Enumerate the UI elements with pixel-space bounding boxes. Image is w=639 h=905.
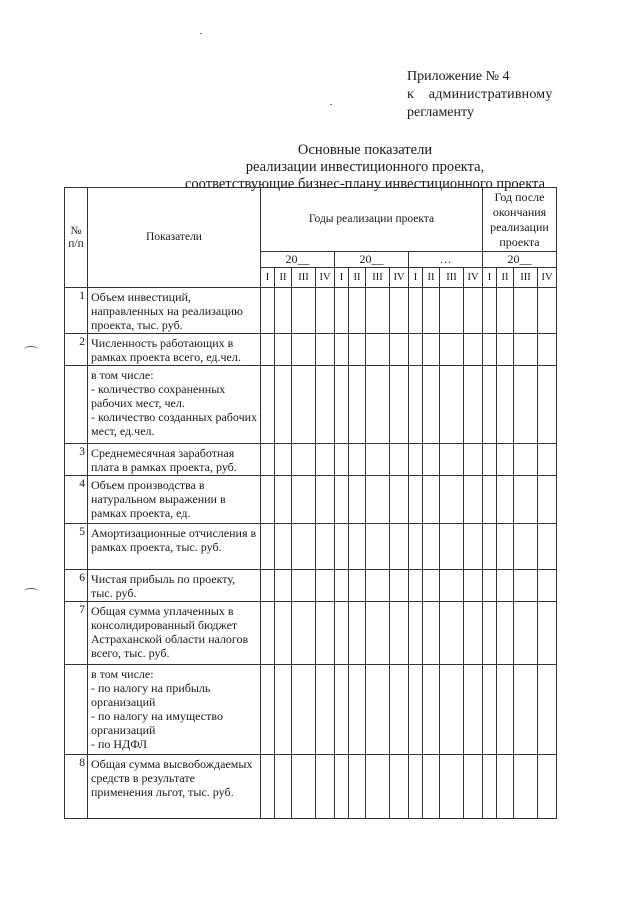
value-cell bbox=[261, 570, 275, 602]
value-cell bbox=[390, 665, 409, 755]
row-number bbox=[65, 665, 88, 755]
value-cell bbox=[335, 288, 349, 334]
appendix-line-3: регламенту bbox=[407, 105, 474, 120]
value-cell bbox=[390, 288, 409, 334]
appendix-line-2: к административному bbox=[407, 87, 553, 102]
value-cell bbox=[440, 755, 464, 819]
row-number: 1 bbox=[65, 288, 88, 334]
value-cell bbox=[261, 288, 275, 334]
row-indicator: Амортизационные отчисления в рамках проекта, тыс. руб. bbox=[88, 524, 261, 570]
value-cell bbox=[335, 602, 349, 665]
quarter-label: IV bbox=[464, 268, 483, 288]
value-cell bbox=[316, 755, 335, 819]
value-cell bbox=[514, 366, 538, 444]
value-cell bbox=[316, 602, 335, 665]
value-cell bbox=[497, 602, 514, 665]
appendix-line-1: Приложение № 4 bbox=[407, 69, 510, 84]
value-cell bbox=[440, 602, 464, 665]
value-cell bbox=[335, 570, 349, 602]
value-cell bbox=[514, 665, 538, 755]
quarter-label: I bbox=[409, 268, 423, 288]
value-cell bbox=[261, 665, 275, 755]
value-cell bbox=[423, 288, 440, 334]
value-cell bbox=[483, 444, 497, 476]
value-cell bbox=[390, 524, 409, 570]
value-cell bbox=[366, 602, 390, 665]
punch-mark-bottom bbox=[24, 588, 38, 595]
value-cell bbox=[275, 444, 292, 476]
value-cell bbox=[390, 334, 409, 366]
value-cell bbox=[275, 755, 292, 819]
value-cell bbox=[497, 755, 514, 819]
table-row bbox=[65, 524, 557, 570]
value-cell bbox=[335, 366, 349, 444]
value-cell bbox=[390, 476, 409, 524]
value-cell bbox=[538, 570, 557, 602]
row-number bbox=[65, 366, 88, 444]
header-num: № п/п bbox=[65, 188, 88, 288]
value-cell bbox=[261, 444, 275, 476]
table-row bbox=[65, 476, 557, 524]
value-cell bbox=[538, 288, 557, 334]
row-indicator: Общая сумма высвобождаемых средств в результате применения льгот, тыс. руб. bbox=[88, 755, 261, 819]
value-cell bbox=[335, 665, 349, 755]
value-cell bbox=[514, 570, 538, 602]
value-cell bbox=[261, 602, 275, 665]
row-indicator: Объем производства в натуральном выражении в рамках проекта, ед. bbox=[88, 476, 261, 524]
row-number: 7 bbox=[65, 602, 88, 665]
value-cell bbox=[538, 665, 557, 755]
value-cell bbox=[349, 476, 366, 524]
value-cell bbox=[349, 755, 366, 819]
quarter-label: II bbox=[423, 268, 440, 288]
value-cell bbox=[409, 334, 423, 366]
value-cell bbox=[464, 476, 483, 524]
indicators-table bbox=[64, 187, 557, 819]
value-cell bbox=[366, 755, 390, 819]
value-cell bbox=[292, 665, 316, 755]
value-cell bbox=[316, 366, 335, 444]
value-cell bbox=[423, 570, 440, 602]
value-cell bbox=[366, 444, 390, 476]
value-cell bbox=[538, 524, 557, 570]
value-cell bbox=[349, 570, 366, 602]
quarter-label: III bbox=[292, 268, 316, 288]
year-group: 20__ bbox=[483, 252, 557, 268]
value-cell bbox=[292, 755, 316, 819]
value-cell bbox=[390, 570, 409, 602]
value-cell bbox=[316, 570, 335, 602]
value-cell bbox=[483, 334, 497, 366]
quarter-label: III bbox=[514, 268, 538, 288]
value-cell bbox=[316, 288, 335, 334]
value-cell bbox=[538, 334, 557, 366]
scan-speck bbox=[330, 104, 332, 105]
value-cell bbox=[292, 570, 316, 602]
value-cell bbox=[335, 755, 349, 819]
value-cell bbox=[366, 570, 390, 602]
value-cell bbox=[409, 755, 423, 819]
table-row bbox=[65, 334, 557, 366]
value-cell bbox=[514, 288, 538, 334]
value-cell bbox=[514, 755, 538, 819]
value-cell bbox=[440, 524, 464, 570]
row-indicator: в том числе: - количество сохраненных рабочих мест, чел. - количество созданных рабочих мест, ед.чел. bbox=[88, 366, 261, 444]
value-cell bbox=[261, 334, 275, 366]
value-cell bbox=[292, 524, 316, 570]
value-cell bbox=[423, 476, 440, 524]
row-number: 2 bbox=[65, 334, 88, 366]
header-row bbox=[65, 188, 557, 252]
row-indicator: Общая сумма уплаченных в консолидированный бюджет Астраханской области налогов всего, тыс. руб. bbox=[88, 602, 261, 665]
value-cell bbox=[275, 570, 292, 602]
value-cell bbox=[292, 366, 316, 444]
quarter-label: IV bbox=[390, 268, 409, 288]
value-cell bbox=[483, 755, 497, 819]
table-row bbox=[65, 366, 557, 444]
value-cell bbox=[409, 476, 423, 524]
row-number: 3 bbox=[65, 444, 88, 476]
appendix-note bbox=[407, 68, 553, 122]
value-cell bbox=[514, 524, 538, 570]
value-cell bbox=[423, 444, 440, 476]
value-cell bbox=[409, 570, 423, 602]
quarter-label: II bbox=[349, 268, 366, 288]
value-cell bbox=[316, 524, 335, 570]
value-cell bbox=[366, 366, 390, 444]
value-cell bbox=[275, 288, 292, 334]
value-cell bbox=[497, 334, 514, 366]
table-row bbox=[65, 665, 557, 755]
value-cell bbox=[514, 476, 538, 524]
value-cell bbox=[390, 366, 409, 444]
row-indicator: в том числе: - по налогу на прибыль организаций - по налогу на имущество организаций - по НДФЛ bbox=[88, 665, 261, 755]
value-cell bbox=[349, 602, 366, 665]
value-cell bbox=[292, 476, 316, 524]
value-cell bbox=[349, 288, 366, 334]
value-cell bbox=[497, 476, 514, 524]
value-cell bbox=[464, 570, 483, 602]
header-years: Годы реализации проекта bbox=[261, 188, 483, 252]
value-cell bbox=[464, 444, 483, 476]
value-cell bbox=[316, 334, 335, 366]
table-row bbox=[65, 602, 557, 665]
value-cell bbox=[440, 366, 464, 444]
value-cell bbox=[538, 602, 557, 665]
quarter-label: I bbox=[335, 268, 349, 288]
value-cell bbox=[514, 334, 538, 366]
value-cell bbox=[497, 665, 514, 755]
row-number: 5 bbox=[65, 524, 88, 570]
value-cell bbox=[464, 602, 483, 665]
value-cell bbox=[261, 755, 275, 819]
value-cell bbox=[366, 476, 390, 524]
value-cell bbox=[538, 476, 557, 524]
scan-speck bbox=[200, 33, 202, 34]
value-cell bbox=[464, 524, 483, 570]
value-cell bbox=[366, 288, 390, 334]
value-cell bbox=[440, 665, 464, 755]
quarter-label: II bbox=[275, 268, 292, 288]
value-cell bbox=[349, 444, 366, 476]
value-cell bbox=[292, 444, 316, 476]
value-cell bbox=[464, 665, 483, 755]
value-cell bbox=[497, 524, 514, 570]
value-cell bbox=[409, 524, 423, 570]
value-cell bbox=[409, 444, 423, 476]
value-cell bbox=[497, 570, 514, 602]
value-cell bbox=[483, 602, 497, 665]
value-cell bbox=[440, 334, 464, 366]
value-cell bbox=[483, 476, 497, 524]
value-cell bbox=[409, 366, 423, 444]
header-indicator: Показатели bbox=[88, 188, 261, 288]
value-cell bbox=[464, 288, 483, 334]
value-cell bbox=[497, 366, 514, 444]
value-cell bbox=[261, 476, 275, 524]
value-cell bbox=[514, 444, 538, 476]
value-cell bbox=[464, 755, 483, 819]
value-cell bbox=[275, 665, 292, 755]
value-cell bbox=[409, 602, 423, 665]
value-cell bbox=[483, 570, 497, 602]
row-indicator: Объем инвестиций, направленных на реализацию проекта, тыс. руб. bbox=[88, 288, 261, 334]
year-group: 20__ bbox=[335, 252, 409, 268]
value-cell bbox=[390, 602, 409, 665]
value-cell bbox=[409, 288, 423, 334]
value-cell bbox=[514, 602, 538, 665]
value-cell bbox=[316, 476, 335, 524]
value-cell bbox=[464, 366, 483, 444]
value-cell bbox=[261, 524, 275, 570]
value-cell bbox=[261, 366, 275, 444]
row-indicator: Чистая прибыль по проекту, тыс. руб. bbox=[88, 570, 261, 602]
value-cell bbox=[335, 334, 349, 366]
value-cell bbox=[335, 524, 349, 570]
quarter-label: II bbox=[497, 268, 514, 288]
value-cell bbox=[440, 476, 464, 524]
title-line-2: реализации инвестиционного проекта, bbox=[245, 159, 485, 175]
value-cell bbox=[497, 444, 514, 476]
quarter-label: III bbox=[440, 268, 464, 288]
row-number: 6 bbox=[65, 570, 88, 602]
value-cell bbox=[275, 334, 292, 366]
value-cell bbox=[483, 524, 497, 570]
quarter-label: I bbox=[261, 268, 275, 288]
quarter-label: IV bbox=[316, 268, 335, 288]
value-cell bbox=[464, 334, 483, 366]
row-indicator: Среднемесячная заработная плата в рамках проекта, руб. bbox=[88, 444, 261, 476]
value-cell bbox=[538, 755, 557, 819]
row-number: 8 bbox=[65, 755, 88, 819]
quarter-label: IV bbox=[538, 268, 557, 288]
value-cell bbox=[275, 524, 292, 570]
quarter-label: III bbox=[366, 268, 390, 288]
value-cell bbox=[483, 366, 497, 444]
value-cell bbox=[390, 444, 409, 476]
value-cell bbox=[349, 366, 366, 444]
row-indicator: Численность работающих в рамках проекта всего, ед.чел. bbox=[88, 334, 261, 366]
value-cell bbox=[316, 444, 335, 476]
value-cell bbox=[497, 288, 514, 334]
header-after: Год после окончания реализации проекта bbox=[483, 188, 557, 252]
value-cell bbox=[349, 334, 366, 366]
value-cell bbox=[423, 602, 440, 665]
value-cell bbox=[423, 366, 440, 444]
row-number: 4 bbox=[65, 476, 88, 524]
value-cell bbox=[440, 288, 464, 334]
table-row bbox=[65, 755, 557, 819]
value-cell bbox=[423, 665, 440, 755]
quarter-label: I bbox=[483, 268, 497, 288]
value-cell bbox=[349, 524, 366, 570]
title-line-1: Основные показатели bbox=[297, 142, 433, 158]
value-cell bbox=[335, 444, 349, 476]
value-cell bbox=[366, 524, 390, 570]
value-cell bbox=[409, 665, 423, 755]
value-cell bbox=[292, 288, 316, 334]
year-group: … bbox=[409, 252, 483, 268]
value-cell bbox=[538, 444, 557, 476]
value-cell bbox=[335, 476, 349, 524]
document-title bbox=[60, 142, 639, 193]
value-cell bbox=[423, 334, 440, 366]
table-row bbox=[65, 570, 557, 602]
value-cell bbox=[390, 755, 409, 819]
value-cell bbox=[423, 524, 440, 570]
value-cell bbox=[440, 444, 464, 476]
value-cell bbox=[440, 570, 464, 602]
value-cell bbox=[483, 665, 497, 755]
value-cell bbox=[275, 476, 292, 524]
value-cell bbox=[366, 665, 390, 755]
value-cell bbox=[275, 602, 292, 665]
value-cell bbox=[483, 288, 497, 334]
value-cell bbox=[275, 366, 292, 444]
value-cell bbox=[292, 602, 316, 665]
title-line-3: соответствующие бизнес-плану инвестиционного проекта bbox=[184, 176, 546, 192]
table-row bbox=[65, 444, 557, 476]
value-cell bbox=[423, 755, 440, 819]
value-cell bbox=[316, 665, 335, 755]
value-cell bbox=[349, 665, 366, 755]
value-cell bbox=[366, 334, 390, 366]
table-row bbox=[65, 288, 557, 334]
punch-mark-top bbox=[24, 346, 38, 353]
value-cell bbox=[292, 334, 316, 366]
year-group: 20__ bbox=[261, 252, 335, 268]
value-cell bbox=[538, 366, 557, 444]
